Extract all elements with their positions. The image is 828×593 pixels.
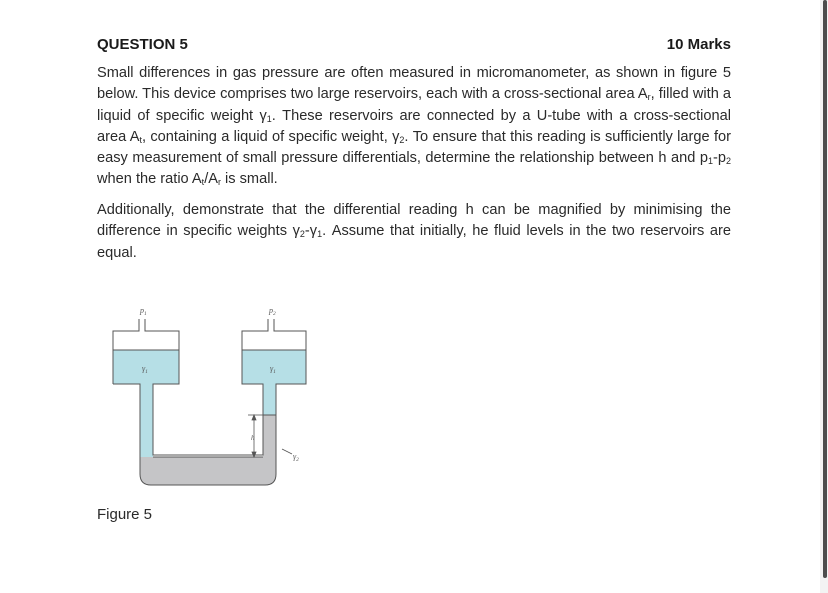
paragraph-text: . To ensure that this reading is sufficiently large for easy measurement of small pressure differentials, determine the relationship between h and p <box>97 128 731 167</box>
subscript: t <box>139 134 142 145</box>
paragraph-text: is small. <box>220 171 278 188</box>
paragraph-text: Small differences in gas pressure are often measured in micromanometer, as shown in figure 5 below. This device comprises two large reservoirs, each with a cross-sectional area A <box>97 65 731 103</box>
gamma2-leader-line <box>282 449 292 454</box>
p1-label: $p_1$ <box>140 306 147 317</box>
scrollbar-thumb[interactable] <box>823 0 827 578</box>
figure-caption: Figure 5 <box>97 506 153 523</box>
subscript: 2 <box>299 229 305 240</box>
subscript: 1 <box>707 156 713 167</box>
subscript: 1 <box>266 113 272 124</box>
utube-liquid-gamma2 <box>140 415 276 485</box>
question-paragraph-2 <box>97 200 731 264</box>
paragraph-text: when the ratio A <box>97 171 202 188</box>
gamma1-left-label: $\gamma_1$ <box>142 364 148 375</box>
paragraph-text: , containing a liquid of specific weight, γ <box>141 128 400 145</box>
question-header <box>97 36 731 53</box>
subscript: r <box>647 92 651 103</box>
paragraph-text: /A <box>204 171 218 188</box>
scrollbar[interactable] <box>820 0 828 593</box>
subscript: r <box>217 177 221 188</box>
subscript: 2 <box>399 134 405 145</box>
left-reservoir-liquid <box>113 350 179 384</box>
question-title: QUESTION 5 <box>97 36 188 53</box>
question-marks: 10 Marks <box>666 36 731 53</box>
paragraph-text: , filled with a liquid of specific weight γ <box>97 86 731 124</box>
p2-label: $p_2$ <box>269 306 276 317</box>
h-label: h <box>251 434 255 442</box>
paragraph-text: Additionally, demonstrate that the differential reading h can be magnified by minimising the difference in specific weights γ <box>97 202 731 240</box>
subscript: t <box>201 177 205 188</box>
paragraph-text: -γ <box>304 223 318 240</box>
paragraph-text: -p <box>713 150 726 167</box>
subscript: 2 <box>725 156 731 167</box>
question-paragraph-1 <box>97 63 731 191</box>
left-column-liquid <box>140 378 153 457</box>
right-reservoir-liquid <box>242 350 306 384</box>
gamma2-label: $\gamma_2$ <box>293 452 299 463</box>
paragraph-text: . Assume that initially, he fluid levels in the two reservoirs are equal. <box>97 223 731 261</box>
paragraph-text: . These reservoirs are connected by a U-tube with a cross-sectional area A <box>97 107 731 145</box>
gamma1-right-label: $\gamma_1$ <box>270 364 276 375</box>
micromanometer-figure <box>100 293 325 493</box>
subscript: 1 <box>317 229 323 240</box>
